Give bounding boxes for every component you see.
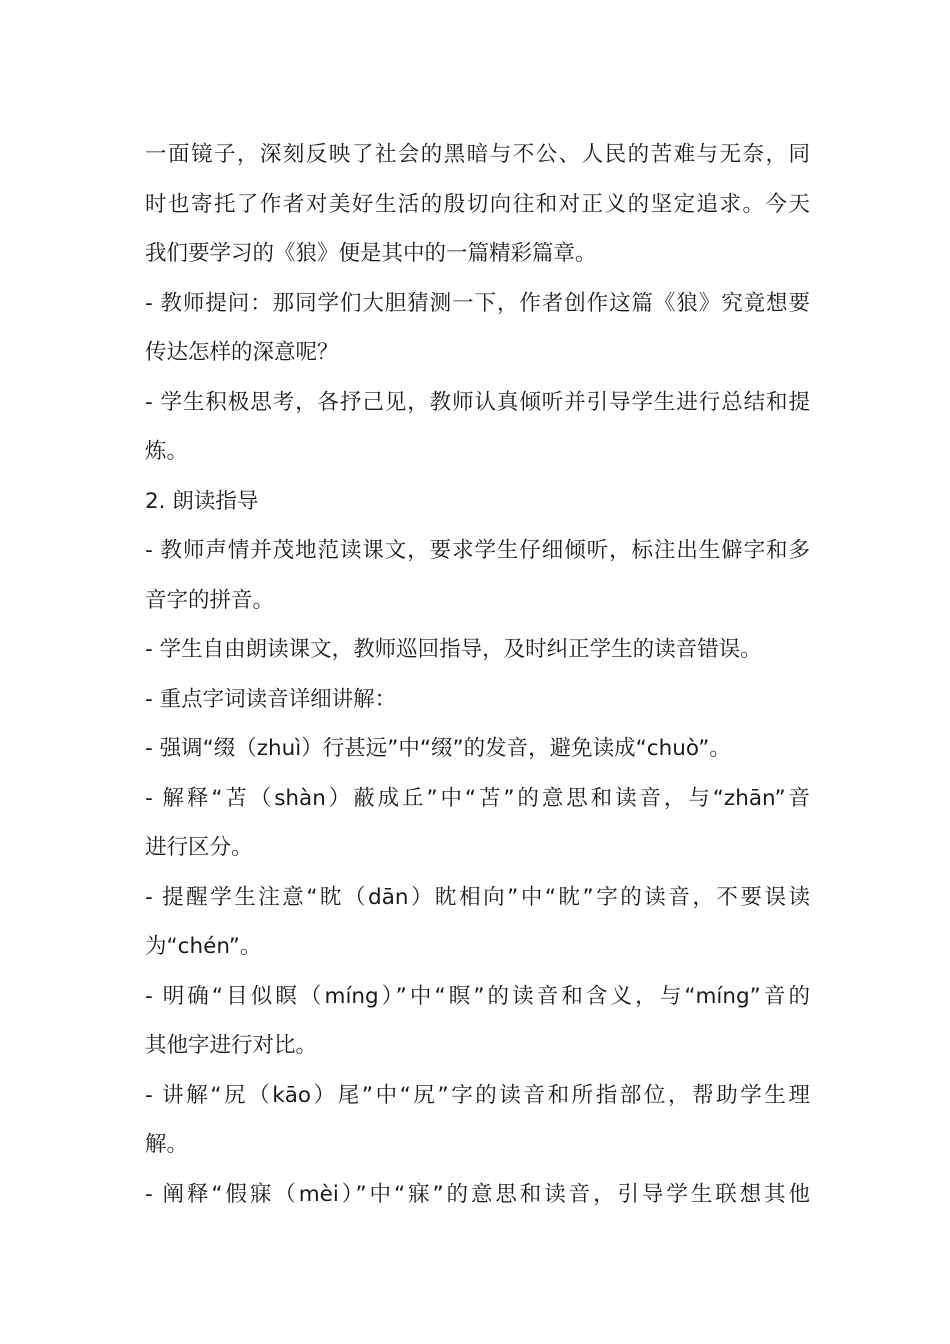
text-line: 为“chén”。 — [145, 934, 262, 959]
text-line: 其他字进行对比。 — [145, 1033, 318, 1058]
text-line: 解。 — [145, 1132, 189, 1157]
text-line: - 明确“目似瞑（míng）”中“瞑”的读音和含义，与“míng”音的 — [145, 983, 810, 1009]
text-line: - 教师声情并茂地范读课文，要求学生仔细倾听，标注出生僻字和多 — [145, 538, 810, 563]
text-line: 我们要学习的《狼》便是其中的一篇精彩篇章。 — [145, 241, 597, 266]
text-line: 传达怎样的深意呢？ — [145, 340, 339, 365]
text-line: 炼。 — [145, 439, 189, 464]
text-line: - 学生自由朗读课文，教师巡回指导，及时纠正学生的读音错误。 — [145, 637, 762, 662]
text-line: - 提醒学生注意“眈（dān）眈相向”中“眈”字的读音，不要误读 — [145, 884, 810, 910]
section-heading: 2. 朗读指导 — [145, 488, 259, 514]
text-line: 一面镜子，深刻反映了社会的黑暗与不公、人民的苦难与无奈，同 — [145, 142, 810, 167]
text-line: 时也寄托了作者对美好生活的殷切向往和对正义的坚定追求。今天 — [145, 191, 810, 217]
text-line: - 重点字词读音详细讲解： — [145, 686, 397, 712]
text-line: - 阐释“假寐（mèi）”中“寐”的意思和读音，引导学生联想其他 — [145, 1181, 810, 1207]
text-line: - 解释“苫（shàn）蔽成丘”中“苫”的意思和读音，与“zhān”音 — [145, 785, 810, 811]
text-line: - 学生积极思考，各抒己见，教师认真倾听并引导学生进行总结和提 — [145, 389, 810, 415]
text-line: 进行区分。 — [145, 835, 253, 860]
text-line: - 讲解“尻（kāo）尾”中“尻”字的读音和所指部位，帮助学生理 — [145, 1082, 810, 1108]
text-line: - 教师提问：那同学们大胆猜测一下，作者创作这篇《狼》究竟想要 — [145, 290, 810, 316]
text-line: 音字的拼音。 — [145, 587, 275, 613]
document-body — [145, 130, 810, 1219]
text-line: - 强调“缀（zhuì）行甚远”中“缀”的发音，避免读成“chuò”。 — [145, 736, 731, 761]
